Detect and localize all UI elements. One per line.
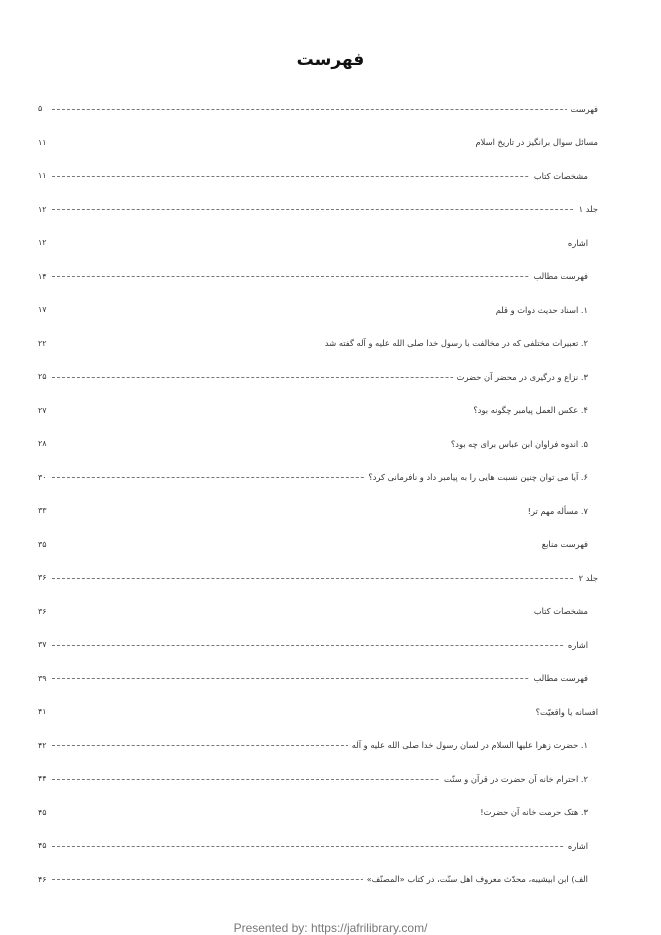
dotted-leader bbox=[52, 109, 598, 110]
toc-page-number: ۱۴ bbox=[38, 271, 47, 281]
toc-entry-title: ۷. مسأله مهم تر! bbox=[524, 506, 588, 516]
toc-entry[interactable] bbox=[38, 561, 598, 595]
toc-entry[interactable] bbox=[38, 159, 598, 193]
toc-entry[interactable] bbox=[38, 595, 598, 629]
toc-entry-title: ۶. آیا می توان چنین نسبت هایی را به پیامبر داد و نافرمانی کرد؟ bbox=[364, 472, 588, 482]
toc-entry-title: افسانه یا واقعیّت؟ bbox=[532, 707, 598, 717]
toc-entry[interactable] bbox=[38, 193, 598, 227]
toc-entry[interactable] bbox=[38, 528, 598, 562]
dotted-leader bbox=[52, 678, 588, 679]
toc-entry-title: ۳. نزاع و درگیری در محضر آن حضرت bbox=[453, 372, 588, 382]
dotted-leader bbox=[52, 645, 588, 646]
toc-entry[interactable] bbox=[38, 92, 598, 126]
dotted-leader bbox=[52, 209, 598, 210]
toc-entry[interactable] bbox=[38, 126, 598, 160]
toc-page-number: ۳۹ bbox=[38, 673, 47, 683]
toc-page-number: ۱۲ bbox=[38, 238, 47, 248]
toc-entry-title: الف) ابن ابیشیبه، محدّث معروف اهل سنّت، در کتاب «المصنّف» bbox=[363, 874, 588, 884]
toc-entry[interactable] bbox=[38, 360, 598, 394]
toc-entry[interactable] bbox=[38, 729, 598, 763]
toc-entry-title: ۱. حضرت زهرا علیها السلام در لسان رسول خدا صلی الله علیه و آله bbox=[348, 740, 588, 750]
toc-entry-title: ۱. اسناد حدیث دوات و قلم bbox=[492, 305, 588, 315]
toc-entry-title: مسائل سوال برانگیز در تاریخ اسلام bbox=[472, 137, 598, 147]
toc-entry[interactable] bbox=[38, 461, 598, 495]
toc-entry[interactable] bbox=[38, 226, 598, 260]
toc-entry[interactable] bbox=[38, 762, 598, 796]
toc-page-number: ۴۵ bbox=[38, 841, 47, 851]
dotted-leader bbox=[52, 846, 588, 847]
toc-page-number: ۳۷ bbox=[38, 640, 47, 650]
toc-entry-title: ۴. عکس العمل پیامبر چگونه بود؟ bbox=[469, 405, 588, 415]
toc-entry[interactable] bbox=[38, 427, 598, 461]
toc-entry[interactable] bbox=[38, 628, 598, 662]
toc-entry-title: فهرست مطالب bbox=[529, 673, 588, 683]
toc-entry[interactable] bbox=[38, 260, 598, 294]
toc-page-number: ۱۱ bbox=[38, 137, 47, 147]
toc-page-number: ۴۶ bbox=[38, 874, 47, 884]
toc-entry-title: اشاره bbox=[564, 640, 588, 650]
toc-entry-title: جلد ۲ bbox=[575, 573, 598, 583]
toc-entry[interactable] bbox=[38, 327, 598, 361]
toc-page-number: ۴۴ bbox=[38, 774, 47, 784]
dotted-leader bbox=[52, 176, 588, 177]
toc-entry[interactable] bbox=[38, 394, 598, 428]
toc-entry-title: فهرست مطالب bbox=[529, 271, 588, 281]
toc-page-number: ۱۲ bbox=[38, 204, 47, 214]
toc-entry-title: ۳. هتک حرمت خانه آن حضرت! bbox=[476, 807, 588, 817]
toc-entry-title: ۲. احترام خانه آن حضرت در قرآن و سنّت bbox=[440, 774, 588, 784]
toc-page-number: ۵ bbox=[38, 104, 43, 114]
toc-page-number: ۲۲ bbox=[38, 338, 47, 348]
toc-page-number: ۴۵ bbox=[38, 807, 47, 817]
toc-page-number: ۳۰ bbox=[38, 472, 47, 482]
toc-entry-title: مشخصات کتاب bbox=[530, 606, 588, 616]
toc-page-number: ۳۶ bbox=[38, 573, 47, 583]
toc-page-number: ۳۶ bbox=[38, 606, 47, 616]
toc-page-number: ۲۵ bbox=[38, 372, 47, 382]
toc-entry[interactable] bbox=[38, 494, 598, 528]
toc-entry[interactable] bbox=[38, 863, 598, 897]
toc-entry[interactable] bbox=[38, 829, 598, 863]
toc-entry-title: فهرست منابع bbox=[538, 539, 588, 549]
toc-entry[interactable] bbox=[38, 796, 598, 830]
toc-entry[interactable] bbox=[38, 293, 598, 327]
toc-entry-title: ۵. اندوه فراوان ابن عباس برای چه بود؟ bbox=[447, 439, 588, 449]
toc-entry-title: اشاره bbox=[564, 841, 588, 851]
toc-page-number: ۱۷ bbox=[38, 305, 47, 315]
page-title: فهرست bbox=[296, 50, 365, 70]
toc-page-number: ۲۷ bbox=[38, 405, 47, 415]
toc-page-number: ۳۵ bbox=[38, 539, 47, 549]
toc-page-number: ۴۱ bbox=[38, 707, 47, 717]
footer-credit[interactable]: Presented by: https://jafrilibrary.com/ bbox=[233, 921, 428, 935]
toc-entry-title: فهرست bbox=[567, 104, 598, 114]
toc-entry[interactable] bbox=[38, 662, 598, 696]
toc-entry-title: مشخصات کتاب bbox=[530, 171, 588, 181]
dotted-leader bbox=[52, 578, 598, 579]
toc-entry[interactable] bbox=[38, 695, 598, 729]
toc-page-number: ۴۲ bbox=[38, 740, 47, 750]
toc-page-number: ۱۱ bbox=[38, 171, 47, 181]
toc-page-number: ۳۳ bbox=[38, 506, 47, 516]
table-of-contents bbox=[38, 92, 598, 896]
toc-entry-title: ۲. تعبیرات مختلفی که در مخالفت با رسول خدا صلی الله علیه و آله گفته شد bbox=[321, 338, 588, 348]
toc-page-number: ۲۸ bbox=[38, 439, 47, 449]
dotted-leader bbox=[52, 276, 588, 277]
toc-entry-title: اشاره bbox=[564, 238, 588, 248]
toc-entry-title: جلد ۱ bbox=[575, 204, 598, 214]
